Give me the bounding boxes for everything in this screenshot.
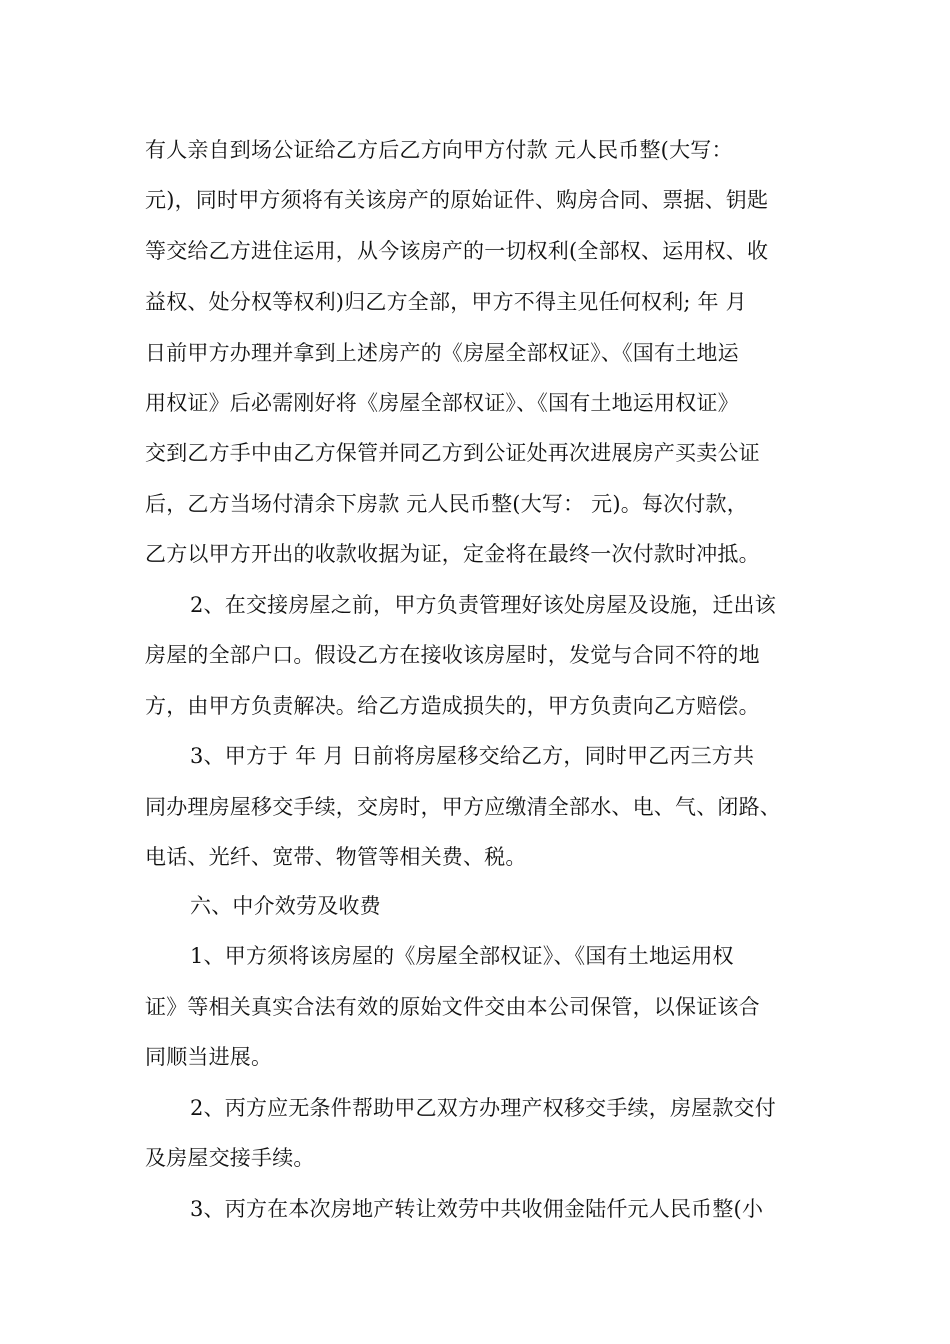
paragraph-line: 证》等相关真实合法有效的原始文件交由本公司保管，以保证该合	[145, 995, 760, 1019]
paragraph-line: 交到乙方手中由乙方保管并同乙方到公证处再次进展房产买卖公证	[145, 441, 760, 465]
paragraph-line: 日前甲方办理并拿到上述房产的《房屋全部权证》、《国有土地运	[145, 341, 739, 365]
paragraph-line: 3、甲方于 年 月 日前将房屋移交给乙方，同时甲乙丙三方共	[190, 744, 755, 768]
paragraph-line: 益权、处分权等权利)归乙方全部，甲方不得主见任何权利; 年 月	[145, 290, 747, 314]
paragraph-line: 等交给乙方进住运用，从今该房产的一切权利(全部权、运用权、收	[145, 239, 769, 263]
paragraph-line: 方，由甲方负责解决。给乙方造成损失的，甲方负责向乙方赔偿。	[145, 694, 760, 718]
paragraph-line: 2、丙方应无条件帮助甲乙双方办理产权移交手续，房屋款交付	[190, 1096, 776, 1120]
section-heading: 六、中介效劳及收费	[190, 894, 381, 918]
paragraph-line: 房屋的全部户口。假设乙方在接收该房屋时，发觉与合同不符的地	[145, 643, 760, 667]
paragraph-line: 3、丙方在本次房地产转让效劳中共收佣金陆仟元人民币整(小	[190, 1197, 764, 1221]
paragraph-line: 元)，同时甲方须将有关该房产的原始证件、购房合同、票据、钥匙	[145, 188, 769, 212]
paragraph-line: 电话、光纤、宽带、物管等相关费、税。	[145, 845, 527, 869]
paragraph-line: 用权证》后必需刚好将《房屋全部权证》、《国有土地运用权证》	[145, 391, 739, 415]
paragraph-line: 1、甲方须将该房屋的《房屋全部权证》、《国有土地运用权	[190, 944, 734, 968]
paragraph-line: 后，乙方当场付清余下房款 元人民币整(大写： 元)。每次付款，	[145, 492, 748, 516]
paragraph-line: 同办理房屋移交手续，交房时，甲方应缴清全部水、电、气、闭路、	[145, 795, 781, 819]
paragraph-line: 有人亲自到场公证给乙方后乙方向甲方付款 元人民币整(大写：	[145, 138, 733, 162]
paragraph-line: 及房屋交接手续。	[145, 1146, 315, 1170]
paragraph-line: 2、在交接房屋之前，甲方负责管理好该处房屋及设施，迁出该	[190, 593, 776, 617]
paragraph-line: 乙方以甲方开出的收款收据为证，定金将在最终一次付款时冲抵。	[145, 542, 760, 566]
paragraph-line: 同顺当进展。	[145, 1045, 273, 1069]
